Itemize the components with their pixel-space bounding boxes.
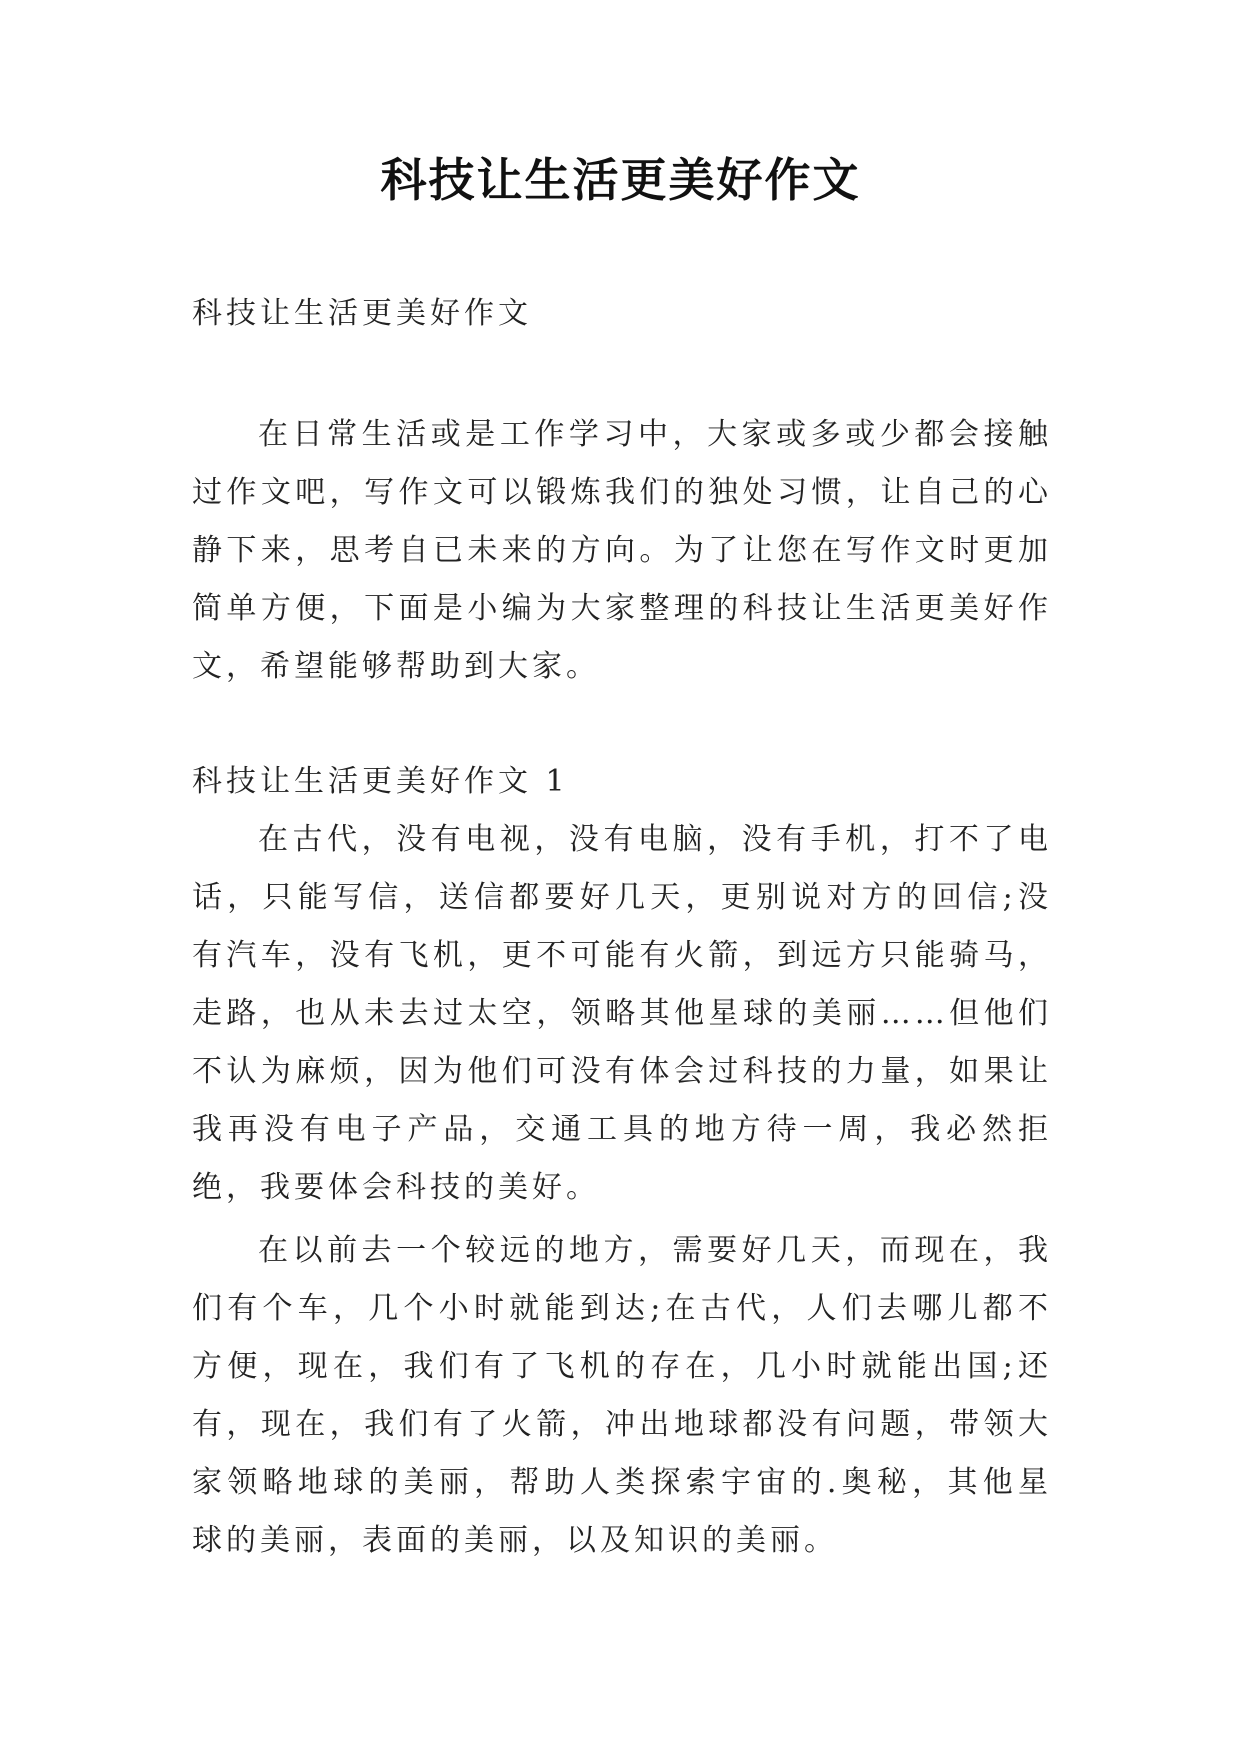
document-title: 科技让生活更美好作文 — [380, 153, 861, 207]
body-paragraph: 在以前去一个较远的地方，需要好几天，而现在，我们有个车，几个小时就能到达;在古代，人们去哪儿都不方便，现在，我们有了飞机的存在，几小时就能出国;还有，现在，我们有了火箭，冲出地球都没有问题，带领大家领略地球的美丽，帮助人类探索宇宙的.奥秘，其他星球的美丽，表面的美丽，以及知识的美丽。 — [192, 1233, 1052, 1558]
document-subtitle: 科技让生活更美好作文 — [192, 296, 532, 331]
section-heading: 科技让生活更美好作文 1 — [192, 764, 569, 799]
body-paragraph: 在古代，没有电视，没有电脑，没有手机，打不了电话，只能写信，送信都要好几天，更别说对方的回信;没有汽车，没有飞机，更不可能有火箭，到远方只能骑马，走路，也从未去过太空，领略其他星球的美丽……但他们不认为麻烦，因为他们可没有体会过科技的力量，如果让我再没有电子产品，交通工具的地方待一周，我必然拒绝，我要体会科技的美好。 — [192, 822, 1052, 1205]
intro-paragraph: 在日常生活或是工作学习中，大家或多或少都会接触过作文吧，写作文可以锻炼我们的独处习惯，让自己的心静下来，思考自已未来的方向。为了让您在写作文时更加简单方便，下面是小编为大家整理的科技让生活更美好作文，希望能够帮助到大家。 — [192, 417, 1052, 684]
